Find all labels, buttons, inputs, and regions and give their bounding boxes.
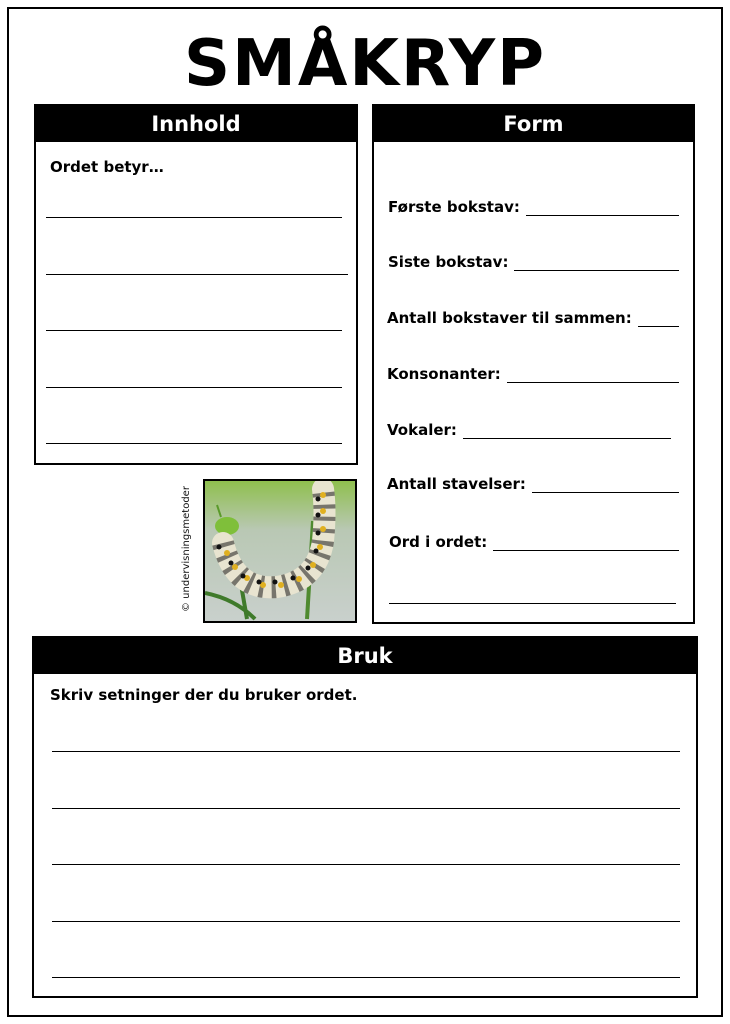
bruk-line[interactable] xyxy=(52,864,680,865)
innhold-line[interactable] xyxy=(46,330,342,331)
form-row-letter-count xyxy=(387,307,679,327)
bruk-header: Bruk xyxy=(34,638,696,674)
bruk-line[interactable] xyxy=(52,751,680,752)
form-row-consonants xyxy=(387,363,679,383)
innhold-line[interactable] xyxy=(46,274,348,275)
form-row-label: Første bokstav: xyxy=(388,198,520,216)
form-row-word-in-word xyxy=(389,531,679,551)
innhold-line[interactable] xyxy=(46,443,342,444)
form-row-label: Vokaler: xyxy=(387,421,457,439)
answer-line[interactable] xyxy=(638,313,679,327)
form-row-label: Konsonanter: xyxy=(387,365,501,383)
answer-line[interactable] xyxy=(532,479,679,493)
answer-line[interactable] xyxy=(493,537,679,551)
page-title: SMÅKRYP xyxy=(184,27,546,101)
bruk-prompt: Skriv setninger der du bruker ordet. xyxy=(50,686,358,704)
answer-line[interactable] xyxy=(514,257,679,271)
innhold-box xyxy=(34,104,358,465)
bruk-line[interactable] xyxy=(52,808,680,809)
form-row-label: Ord i ordet: xyxy=(389,533,488,551)
innhold-line[interactable] xyxy=(46,217,342,218)
form-row-label: Antall bokstaver til sammen: xyxy=(387,309,632,327)
form-header: Form xyxy=(374,106,693,142)
answer-line[interactable] xyxy=(463,425,671,439)
copyright-credit: © undervisningsmetoder xyxy=(181,486,192,612)
bruk-box xyxy=(32,636,698,998)
form-row-vowels xyxy=(387,419,671,439)
bruk-line[interactable] xyxy=(52,977,680,978)
innhold-header: Innhold xyxy=(36,106,356,142)
innhold-prompt: Ordet betyr… xyxy=(50,158,164,176)
form-extra-line[interactable] xyxy=(389,603,676,604)
bruk-line[interactable] xyxy=(52,921,680,922)
answer-line[interactable] xyxy=(526,202,679,216)
form-row-first-letter xyxy=(388,196,679,216)
answer-line[interactable] xyxy=(507,369,679,383)
form-row-last-letter xyxy=(388,251,679,271)
form-row-label: Antall stavelser: xyxy=(387,475,526,493)
form-row-syllables xyxy=(387,473,679,493)
form-row-label: Siste bokstav: xyxy=(388,253,509,271)
caterpillar-photo xyxy=(203,479,357,623)
innhold-line[interactable] xyxy=(46,387,342,388)
caterpillar-illustration xyxy=(205,481,355,621)
form-box xyxy=(372,104,695,624)
